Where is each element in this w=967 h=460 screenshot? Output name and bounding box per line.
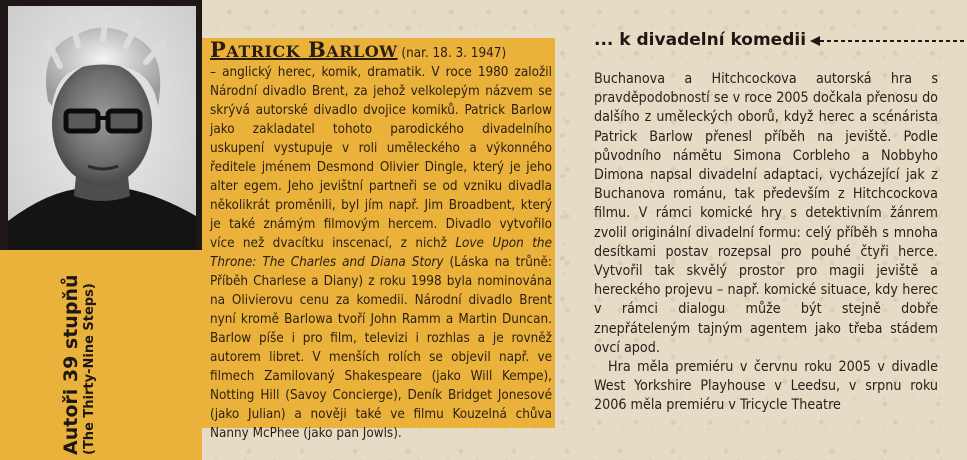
- article-paragraph-1: Buchanova a Hitchcockova autorská hra s pravděpodobností se v roce 2005 dočkala přenosu do dalšího z uměleckých oborů, když herec a scénárista Patrick Barlow přenesl příběh na jeviště. Podle původního námětu Simona Corbleho a Nobbyho Dimona napsal divadelní adaptaci, vycházející jak z Buchanova románu, tak především z Hitchcockova filmu. V rámci komické hry s detektivním žánrem zvolil originální divadelní formu: celý příběh s mnoha desítkami postav rozepsal pro pouhé čtyři herce. Vytvořil tak skvělý prostor pro magii jeviště a hereckého projevu – např. komické situace, kdy herec v rámci dialogu může být stejně dobře znepřáteleným tajným agentem jako třeba stádem ovcí apod.: [594, 71, 938, 356]
- bio-text-part-2: (Láska na trůně: Příběh Charlese a Diany) z roku 1998 byla nominována na Olivierovu cenu za komedii. Národní divadlo Brent nyní kromě Barlowa tvoří John Ramm a Martin Duncan. Barlow píše i pro film, televizi i rozhlas a je rovněž autorem libret. V menších rolích se objevil např. ve filmech Zamilovaný Shakespeare (jako Will Kempe), Notting Hill (Savoy Concierge), Deník Bridget Jonesové (jako Julian) a nověji také ve filmu Kouzelná chůva Nanny McPhee (jako pan Jowls).: [210, 255, 552, 441]
- article-body: [594, 70, 938, 416]
- dashed-arrow-left-icon: [810, 34, 967, 48]
- article-heading: ... k divadelní komedii: [594, 30, 807, 50]
- portrait-photo-icon: [8, 6, 196, 250]
- author-photo: [8, 6, 196, 250]
- biography-text: [210, 37, 552, 443]
- bio-italic-title: Love Upon the Throne: The Charles and Diana Story: [210, 236, 552, 270]
- bio-text-part-1: – anglický herec, komik, dramatik. V roce 1980 založil Národní divadlo Brent, za jehož velkolepým názvem se skrývá autorské divadlo dvojice komiků. Patrick Barlow jako zakladatel tohoto parodického divadelního uskupení vystupuje v roli uměleckého a výkonného ředitele jménem Desmond Olivier Dingle, který je jeho alter egem. Jeho jevištní partneři se od vzniku divadla několikrát proměnili, byl jím např. Jim Broadbent, který je také známým filmovým hercem. Divadlo vytvořilo více než dvacítku inscenací, z nichž: [210, 65, 552, 251]
- article-paragraph-2: Hra měla premiéru v červnu roku 2005 v divadle West Yorkshire Playhouse v Leedsu, v srpnu roku 2006 měla premiéru v Tricycle Theatre: [594, 359, 938, 414]
- sidebar-subtitle: (The Thirty-Nine Steps): [82, 283, 97, 455]
- author-dates: (nar. 18. 3. 1947): [397, 46, 507, 61]
- sidebar-title: Autoři 39 stupňů: [60, 274, 82, 455]
- sidebar-label-box: [0, 250, 202, 460]
- author-name: PATRICK BARLOW: [210, 37, 398, 62]
